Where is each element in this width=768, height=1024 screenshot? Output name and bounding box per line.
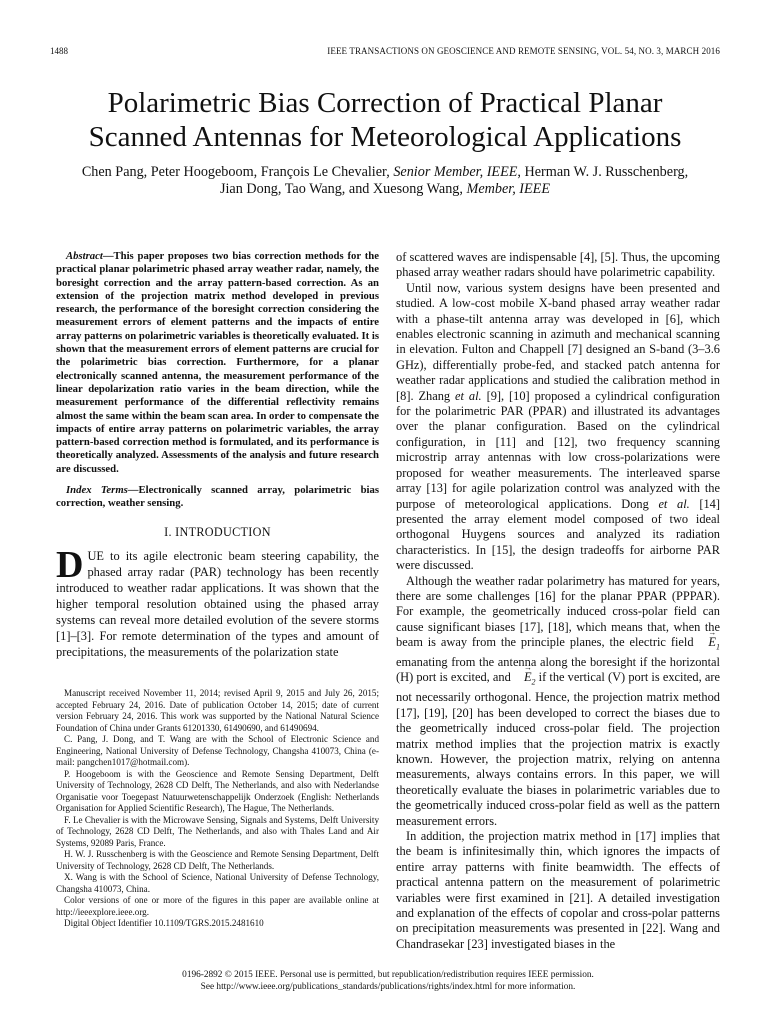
vector-e2-symbol: E (523, 670, 532, 685)
footnotes (56, 688, 379, 930)
footnote-manuscript: Manuscript received November 11, 2014; revised April 9, 2015 and July 26, 2015; accepted February 24, 2016. Date of publication October 14, 2015; date of current version February 24, 2016. This work was supported by the National Natural Science Foundation of China under Grants 61201330, 61490690, and 61490694. (56, 688, 379, 733)
paper-title-line1: Polarimetric Bias Correction of Practical Planar (107, 87, 663, 119)
right-paragraph-4: In addition, the projection matrix method in [17] implies that the beam is infinitesimally thin, which ignores the impacts of entire array patterns with finite beamwidth. The effects of practical antenna pattern on the measurement of polarimetric variables were first examined in [21]. A detailed investigation and explanation of the effects of copolar and cross-polar patterns on precipitation measurements was presented in [22]. Wang and Chandrasekar [23] investigated biases in the (396, 828, 720, 951)
left-column (56, 250, 379, 660)
abstract (56, 250, 379, 476)
paper-title-line2: Scanned Antennas for Meteorological Applications (88, 121, 682, 153)
footnote-affiliation-wang: X. Wang is with the School of Science, National University of Defense Technology, Changsha 410073, China. (56, 872, 379, 894)
p2-etal-2: et al. (658, 496, 690, 511)
abstract-text: —This paper proposes two bias correction methods for the practical planar polarimetric phased array weather radar, namely, the boresight correction and the array pattern-based correction. As an extension of the projection matrix method developed in previous research, the performance of the boresight correction considering the measurement errors of element patterns and the impacts of entire array patterns on polarimetric variables is theoretically evaluated. It is shown that the measurement errors of element patterns are crucial for the polarimetric bias correction. Furthermore, for a planar electronically scanned antenna, the measurement performance of the linear depolarization ratio varies in the beam direction, while the measurement performance of the differential reflectivity remains almost the same within the beam scan area. In order to compensate the impacts of entire array patterns on polarimetric variables, the array pattern-based correction method is formulated, and its performance is theoretically analyzed. Assessments of the analysis and future research are discussed. (56, 250, 379, 475)
paper-title (50, 86, 720, 154)
copyright-line1: 0196-2892 © 2015 IEEE. Personal use is permitted, but republication/redistribution requires IEEE permission. (182, 970, 594, 980)
footnote-doi: Digital Object Identifier 10.1109/TGRS.2015.2481610 (64, 918, 264, 928)
index-terms-label: Index Terms (66, 484, 128, 497)
title-block (50, 86, 720, 198)
footnote-affiliation-pang: C. Pang, J. Dong, and T. Wang are with the School of Electronic Science and Engineering, National University of Defense Technology, Changsha 410073, China (e-mail: pangchen1017@hotmail.com). (56, 734, 379, 767)
author-list (50, 164, 720, 198)
right-paragraph-2 (396, 281, 720, 574)
footnote-affiliation-hoogeboom: P. Hoogeboom is with the Geoscience and Remote Sensing Department, Delft University of Technology, 2628 CD Delft, The Netherlands, and also with Nederlandse Organisatie voor Toegepast Natuurwetenschappelijk Onderzoek (English: Netherlands Organisation for Applied Scientific Research), The Hague, The Netherlands. (56, 768, 379, 813)
right-paragraph-3 (396, 574, 720, 829)
authors-part1: Chen Pang, Peter Hoogeboom, François Le Chevalier, (81, 164, 394, 180)
p3-text-a: Although the weather radar polarimetry has matured for years, there are some challenges [16] for the planar PPAR (PPPAR). For example, the geometrically induced cross-polar field can cause significant biases [17], [18], which means that, when the beam is away from the principle planes, the electric field (396, 573, 720, 650)
author-role-member: Member, IEEE (466, 181, 551, 197)
vector-e1-symbol: E (708, 635, 716, 650)
p3-text-b: emanating from the antenna along the boresight if the horizontal (H) port is excited, and (396, 655, 720, 685)
right-paragraph-1: of scattered waves are indispensable [4], [5]. Thus, the upcoming phased array weather radars should have polarimetric capability. (396, 250, 720, 280)
introduction-text: UE to its agile electronic beam steering capability, the phased array radar (PAR) technology has been recently introduced to weather radar applications. It was shown that the higher temporal resolution obtained using the phased array systems can reveal more detailed evolution of the severe storms [1]–[3]. For remote determination of the types and amount of precipitations, the measurements of the polarization state (56, 549, 379, 660)
running-head: IEEE TRANSACTIONS ON GEOSCIENCE AND REMOTE SENSING, VOL. 54, NO. 3, MARCH 2016 (327, 46, 720, 56)
section-heading-introduction: I. INTRODUCTION (164, 524, 271, 539)
introduction-paragraph (56, 544, 379, 660)
copyright-notice (56, 969, 720, 993)
index-terms-text: —Electronically scanned array, polarimetric bias correction, weather sensing. (56, 484, 379, 510)
page-number: 1488 (50, 46, 68, 56)
vector-e2 (514, 670, 536, 690)
p2-text-a: Until now, various system designs have been presented and studied. A low-cost mobile X-band phased array weather radar with a phase-tilt antenna array was developed in [6], which enables electronic scanning in azimuth and mechanical scanning in elevation. Fulton and Chappell [7] designed an S-band (3–3.6 GHz), differentially probe-fed, and stacked patch antenna for weather radar applications and studied the calibration method in [8]. Zhang (396, 280, 720, 403)
footnote-affiliation-russchenberg: H. W. J. Russchenberg is with the Geoscience and Remote Sensing Department, Delft University of Technology, 2628 CD Delft, The Netherlands. (56, 849, 379, 871)
p2-etal-1: et al. (455, 388, 482, 403)
footnote-affiliation-lechevalier: F. Le Chevalier is with the Microwave Sensing, Signals and Systems, Delft University of Technology, 2628 CD Delft, The Netherlands, and also with Thales Land and Air Systems, 92089 Paris, France. (56, 814, 379, 848)
right-column (396, 250, 720, 952)
index-terms (56, 484, 379, 511)
p2-text-b: [9], [10] proposed a cylindrical configuration for the polarimetric PAR (PPAR) and illustrated its advantages over the planar configuration. Based on the cylindrical configuration, in [11] and [12], two frequency scanning microstrip array antennas with low cross-polarizations were proposed for weather measurements. The interleaved sparse array [13] for agile polarization control was analyzed with the purpose of meteorological applications. Dong (396, 388, 721, 511)
vector-e1 (698, 635, 720, 655)
author-role-senior: Senior Member, IEEE (393, 164, 518, 180)
vector-e1-subscript: 1 (716, 642, 720, 652)
authors-part2: , Herman W. J. Russchenberg, (517, 164, 689, 180)
authors-part3: Jian Dong, Tao Wang, and Xuesong Wang, (219, 181, 467, 197)
p3-text-c: if the vertical (V) port is excited, are not necessarily orthogonal. Hence, the projection matrix method [17], [19], [20] has been developed to correct the biases due to the geometrically induced cross-polar field. The projection matrix method implies that the projection matrix is exactly known. However, the projection matrix, relying on antenna measurements, always contains errors. In this paper, we will theoretically evaluate the biases in polarimetric variables due to the geometrically induced cross-polar field as well as the pattern measurement errors. (396, 670, 720, 828)
abstract-label: Abstract (66, 250, 103, 262)
vector-e2-subscript: 2 (531, 677, 536, 687)
footnote-color-versions: Color versions of one or more of the figures in this paper are available online at http://ieeexplore.ieee.org. (56, 895, 379, 917)
p2-text-c: [14] presented the array element model composed of two ideal orthogonal Huygens sources and analyzed its radiation characteristics. In [15], the design tradeoffs for airborne PAR were discussed. (396, 496, 720, 573)
copyright-line2: See http://www.ieee.org/publications_standards/publications/rights/index.html for more information. (200, 982, 576, 992)
dropcap-letter: D (56, 544, 84, 587)
